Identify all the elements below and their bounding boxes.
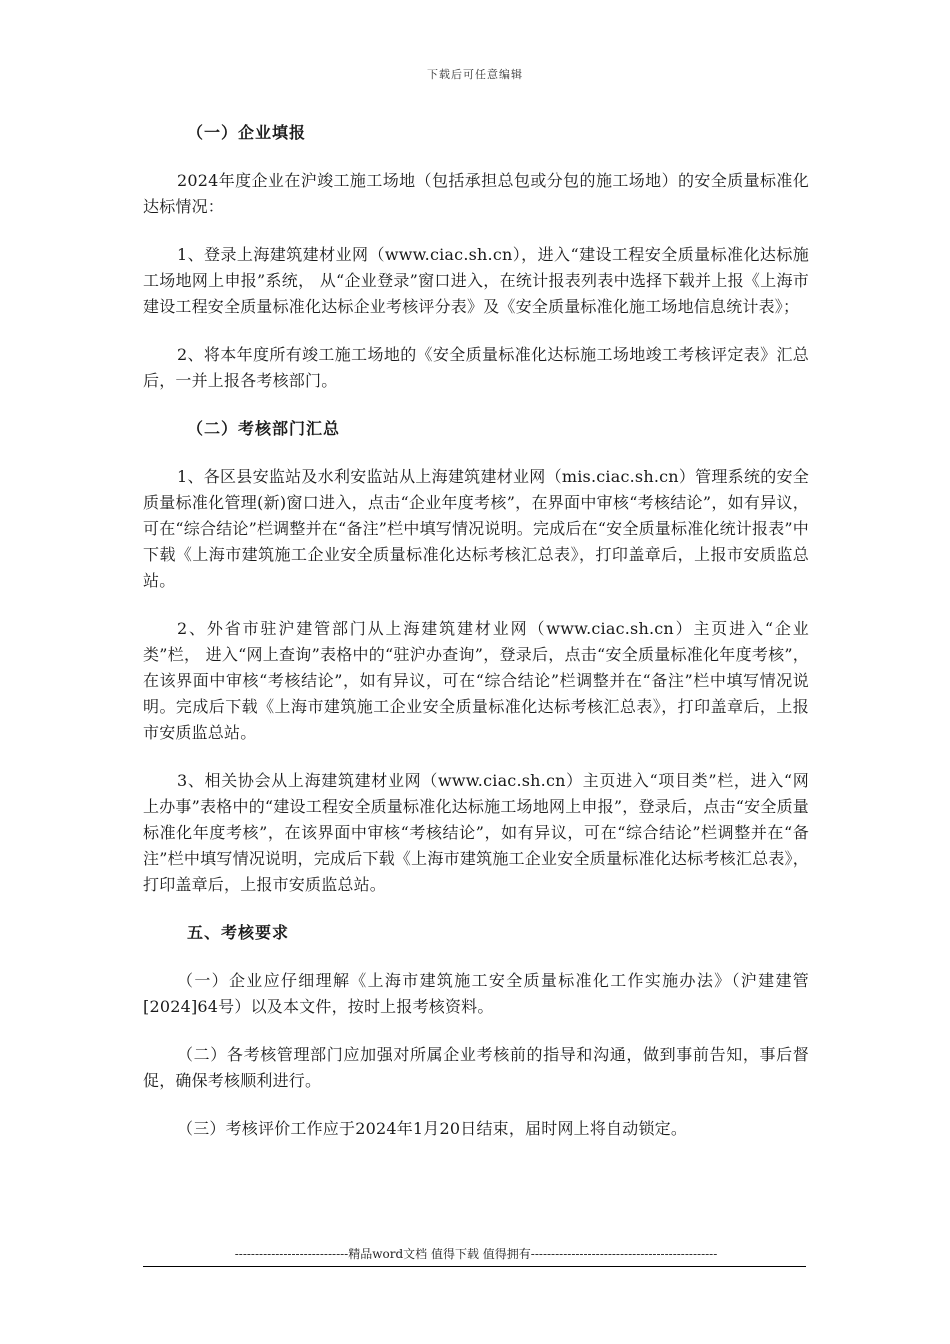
paragraph-scope: 2024年度企业在沪竣工施工场地（包括承担总包或分包的施工场地）的安全质量标准化达标情况： [143, 171, 809, 216]
paragraph-enterprise-step-2: 2、将本年度所有竣工施工场地的《安全质量标准化达标施工场地竣工考核评定表》汇总后，一并上报各考核部门。 [143, 345, 809, 390]
section-heading-requirements: 五、考核要求 [187, 923, 290, 942]
paragraph-enterprise-step-1: 1、登录上海建筑建材业网（www.ciac.sh.cn），进入“建设工程安全质量标准化达标施工场地网上申报”系统， 从“企业登录”窗口进入，在统计报表列表中选择下载并上报《上海市建设工程安全质量标准化达标企业考核评分表》及《安全质量标准化施工场地信息统计表》； [143, 245, 809, 316]
page-footer [143, 1245, 809, 1267]
page-header-note: 下载后可任意编辑 [427, 68, 523, 81]
paragraph-requirement-1: （一）企业应仔细理解《上海市建筑施工安全质量标准化工作实施办法》（沪建建管[2024]64号）以及本文件，按时上报考核资料。 [143, 971, 809, 1016]
section-heading-enterprise-report: （一）企业填报 [187, 123, 307, 142]
paragraph-department-step-1: 1、各区县安监站及水利安监站从上海建筑建材业网（mis.ciac.sh.cn）管理系统的安全质量标准化管理(新)窗口进入，点击“企业年度考核”，在界面中审核“考核结论”，如有异议，可在“综合结论”栏调整并在“备注”栏中填写情况说明。完成后在“安全质量标准化统计报表”中下载《上海市建筑施工企业安全质量标准化达标考核汇总表》，打印盖章后，上报市安质监总站。 [143, 467, 809, 590]
section-heading-department-summary: （二）考核部门汇总 [187, 419, 341, 438]
paragraph-requirement-2: （二）各考核管理部门应加强对所属企业考核前的指导和沟通，做到事前告知，事后督促，确保考核顺利进行。 [143, 1045, 809, 1090]
footer-text: ----------------------------精品word文档 值得下载 值得拥有---------------------------------------------- [234, 1247, 718, 1261]
paragraph-department-step-3: 3、相关协会从上海建筑建材业网（www.ciac.sh.cn）主页进入“项目类”栏，进入“网上办事”表格中的“建设工程安全质量标准化达标施工场地网上申报”，登录后，点击“安全质量标准化年度考核”，在该界面中审核“考核结论”，如有异议，可在“综合结论”栏调整并在“备注”栏中填写情况说明，完成后下载《上海市建筑施工企业安全质量标准化达标考核汇总表》，打印盖章后，上报市安质监总站。 [143, 771, 809, 894]
footer-rule [143, 1266, 806, 1267]
paragraph-department-step-2: 2、外省市驻沪建管部门从上海建筑建材业网（www.ciac.sh.cn）主页进入“企业类”栏， 进入“网上查询”表格中的“驻沪办查询”，登录后，点击“安全质量标准化年度考核”，在该界面中审核“考核结论”，如有异议，可在“综合结论”栏调整并在“备注”栏中填写情况说明。完成后下载《上海市建筑施工企业安全质量标准化达标考核汇总表》，打印盖章后，上报市安质监总站。 [143, 619, 809, 742]
document-body [143, 120, 809, 1164]
paragraph-requirement-3: （三）考核评价工作应于2024年1月20日结束，届时网上将自动锁定。 [177, 1119, 688, 1138]
